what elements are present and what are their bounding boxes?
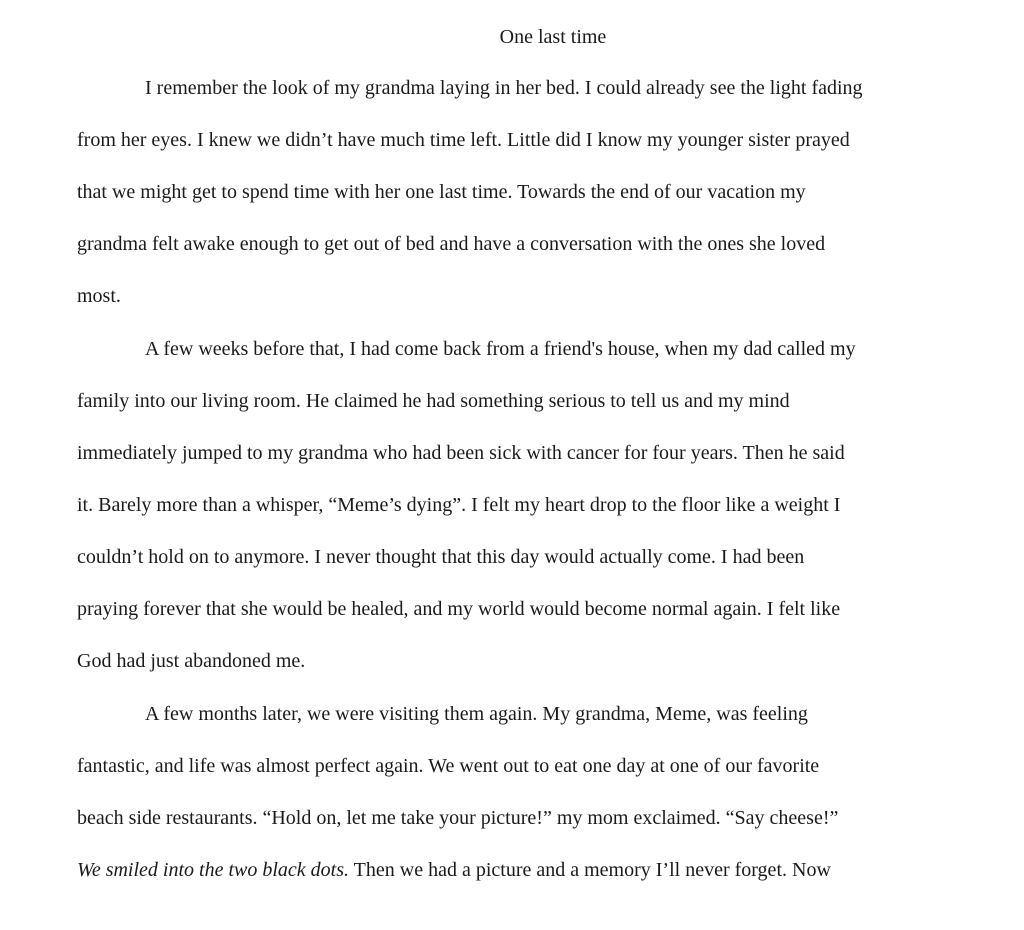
document-title: One last time — [499, 26, 607, 48]
paragraph-1-line-2: from her eyes. I knew we didn’t have much time left. Little did I know my younger sister prayed — [77, 129, 850, 151]
line-continuation: Then we had a picture and a memory I’ll never forget. Now — [349, 859, 831, 881]
paragraph-1-line-3: that we might get to spend time with her one last time. Towards the end of our vacation my — [77, 181, 806, 203]
paragraph-1-line-1: I remember the look of my grandma laying in her bed. I could already see the light fading — [145, 77, 863, 99]
paragraph-3-line-2: fantastic, and life was almost perfect again. We went out to eat one day at one of our favorite — [77, 755, 820, 777]
paragraph-1-line-4: grandma felt awake enough to get out of bed and have a conversation with the ones she loved — [77, 233, 826, 255]
paragraph-1-line-5: most. — [77, 285, 121, 307]
paragraph-3-line-1: A few months later, we were visiting them again. My grandma, Meme, was feeling — [145, 703, 808, 725]
paragraph-2-line-2: family into our living room. He claimed he had something serious to tell us and my mind — [77, 390, 790, 412]
paragraph-2-line-3: immediately jumped to my grandma who had been sick with cancer for four years. Then he said — [77, 442, 845, 464]
paragraph-2-line-4: it. Barely more than a whisper, “Meme’s dying”. I felt my heart drop to the floor like a weight I — [77, 494, 841, 516]
paragraph-2-line-1: A few weeks before that, I had come back from a friend's house, when my dad called my — [145, 338, 856, 360]
paragraph-3-line-3: beach side restaurants. “Hold on, let me take your picture!” my mom exclaimed. “Say cheese!” — [77, 807, 839, 829]
paragraph-3-line-4 — [77, 857, 831, 883]
paragraph-2-line-6: praying forever that she would be healed, and my world would become normal again. I felt like — [77, 598, 841, 620]
italic-sentence: We smiled into the two black dots. — [77, 859, 350, 881]
paragraph-2-line-7: God had just abandoned me. — [77, 650, 306, 672]
paragraph-2-line-5: couldn’t hold on to anymore. I never thought that this day would actually come. I had been — [77, 546, 805, 568]
